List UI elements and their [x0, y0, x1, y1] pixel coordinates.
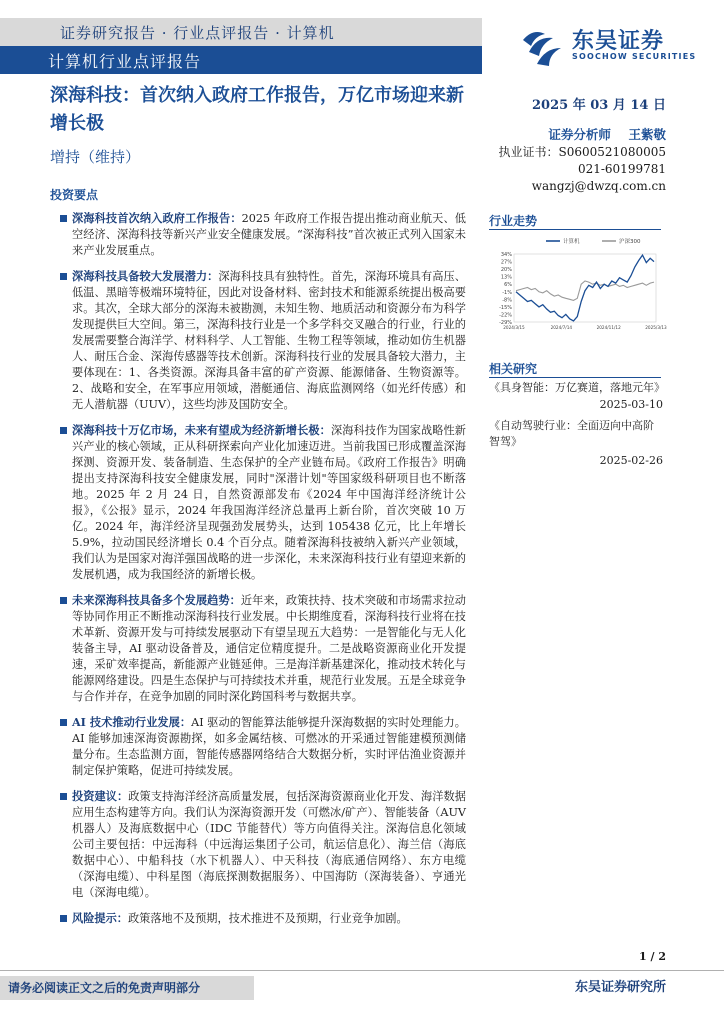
square-bullet-icon	[60, 427, 67, 434]
analyst-name: 王紫敬	[628, 127, 666, 142]
square-bullet-icon	[60, 597, 67, 604]
footer-disclaimer[interactable]: 请务必阅读正文之后的免责声明部分	[8, 981, 201, 995]
footer-institute: 东吴证券研究所	[574, 980, 666, 995]
square-bullet-icon	[60, 915, 67, 922]
section-title: 投资要点	[50, 188, 99, 202]
y-tick-label: -8%	[502, 297, 512, 304]
related-item-2-title[interactable]: 《自动驾驶行业：全面迈向中高阶智驾》	[489, 419, 654, 448]
y-tick-label: 27%	[500, 259, 512, 266]
paragraph-lead: 深海科技十万亿市场，未来有望成为经济新增长极：	[72, 423, 331, 437]
logo-text-en: SOOCHOW SECURITIES	[572, 52, 697, 61]
analyst-info	[486, 126, 666, 195]
report-subtitle: 计算机行业点评报告	[48, 52, 202, 71]
square-bullet-icon	[60, 273, 67, 280]
analyst-name-line	[486, 126, 666, 144]
paragraph-text: 2025 年政府工作报告提出推动商业航天、低空经济、深海科技等新兴产业安全健康发展。“深海科技”首次被正式列入国家未来产业发展重点。	[72, 212, 466, 257]
y-tick-label: -29%	[499, 320, 512, 326]
trend-title: 行业走势	[489, 214, 538, 228]
analyst-phone: 021-60199781	[577, 162, 666, 176]
paragraph-lead: 深海科技首次纳入政府工作报告：	[72, 211, 242, 225]
paragraph-text: 政策落地不及预期，技术推进不及预期，行业竞争加剧。	[127, 912, 408, 925]
report-title: 深海科技：首次纳入政府工作报告，万亿市场迎来新增长极	[50, 85, 464, 134]
highlight-paragraph	[50, 210, 466, 259]
analyst-role: 证券分析师	[548, 127, 611, 142]
soochow-logo-icon	[519, 26, 563, 70]
paragraph-text: 深海科技具有独特性。首先，深海环境具有高压、低温、黑暗等极端环境特征，因此对设备材料、密封技术和能源系统提出极高要求。其次，全球大部分的深海未被勘测，未知生物、地质活动和资源分布为科学发现提供巨大空间。第三，深海科技行业是一个多学科交叉融合的行业，行业的发展需要整合海洋学、材料科学、人工智能、生物工程等领域，推动如仿生机器人、耐压合金、深海传感器等技术创新。深海科技行业的发展具备较大潜力，主要体现在：1、各类资源。深海具备丰富的矿产资源、能源储备、生物资源等。2、战略和安全，在军事应用领域，潜艇通信、海底监测网络（如光纤传感）和无人潜航器（UUV），这些均涉及国防安全。	[72, 270, 466, 411]
x-tick-label: 2024/7/14	[550, 325, 573, 330]
series-line	[516, 255, 654, 321]
square-bullet-icon	[60, 793, 67, 800]
y-tick-label: -15%	[499, 304, 512, 311]
paragraph-text: 近年来，政策扶持、技术突破和市场需求拉动等协同作用正不断推动深海科技行业发展。中长期维度看，深海科技行业将在技术革新、资源开发与可持续发展驱动下有望呈现五大趋势：一是智能化与无人化装备主导，AI 驱动设备普及，通信定位精度提升。二是战略资源商业化开发提速，采矿效率提高，新能源产业链延伸。三是海洋新基建深化，推动技术转化与能源网络建设。四是生态保护与可持续技术并重，规范行业发展。五是全球竞争与合作并存，在竞争加剧的同时深化跨国科考与数据共享。	[72, 594, 466, 703]
report-category: 证券研究报告 · 行业点评报告 · 计算机	[60, 24, 335, 42]
footer-divider	[0, 970, 724, 971]
related-item-2-date: 2025-02-26	[599, 454, 663, 467]
paragraph-lead: 风险提示：	[72, 911, 128, 925]
x-tick-label: 2024/11/12	[596, 325, 621, 330]
highlight-paragraph	[50, 788, 466, 901]
y-tick-label: -1%	[502, 289, 512, 296]
y-tick-label: 34%	[500, 252, 512, 258]
rating: 增持（维持）	[50, 148, 141, 166]
y-tick-label: 13%	[500, 274, 512, 281]
legend-label: 计算机	[563, 239, 580, 245]
logo-text: 东吴证券	[572, 29, 665, 54]
analyst-cert: 执业证书：S0600521080005	[498, 145, 666, 159]
industry-trend-chart	[484, 232, 667, 332]
square-bullet-icon	[60, 719, 67, 726]
highlight-paragraph	[50, 910, 466, 927]
y-tick-label: 20%	[500, 267, 512, 274]
paragraph-lead: 投资建议：	[72, 789, 129, 803]
paragraph-lead: AI 技术推动行业发展：	[72, 715, 192, 729]
highlight-paragraph	[50, 592, 466, 705]
investment-highlights	[50, 210, 466, 936]
trend-divider	[489, 229, 661, 230]
y-tick-label: 6%	[504, 282, 512, 289]
legend-label: 沪深300	[619, 239, 641, 245]
related-item-1-date: 2025-03-10	[599, 398, 663, 411]
related-divider	[489, 377, 661, 378]
analyst-email[interactable]: wangzj@dwzq.com.cn	[531, 179, 666, 193]
paragraph-text: AI 驱动的智能算法能够提升深海数据的实时处理能力。AI 能够加速深海资源勘探，如多金属结核、可燃冰的开采通过智能建模预测储量分布。生态监测方面，智能传感器网络结合大数据分析，实时评估渔业资源并制定保护策略，促进可持续发展。	[72, 716, 466, 777]
paragraph-text: 深海科技作为国家战略性新兴产业的核心领域，正从科研探索向产业化加速迈进。当前我国已形成覆盖深海探测、资源开发、装备制造、生态保护的全产业链布局。《政府工作报告》明确提出支持深海科技安全健康发展，同时"深潜计划"等国家级科研项目也不断落地。2025 年 2 月 24 日，自然资源部发布《2024 年中国海洋经济统计公报》，《公报》显示，2024 年我国海洋经济总量再上新台阶，首次突破 10 万亿。2024 年，海洋经济呈现强劲发展势头，达到 105438 亿元，比上年增长 5.9%，拉动国民经济增长 0.4 个百分点。随着深海科技被纳入新兴产业领域，我们认为是国家对海洋强国战略的进一步深化，未来深海科技行业有望迎来新的发展机遇，成为我国经济的新增长极。	[72, 424, 466, 581]
page-number: 1 / 2	[639, 950, 666, 963]
x-tick-label: 2024/3/15	[503, 325, 525, 330]
report-date: 2025 年 03 月 14 日	[532, 98, 666, 113]
highlight-paragraph	[50, 714, 466, 779]
highlight-paragraph	[50, 268, 466, 413]
highlight-paragraph	[50, 422, 466, 583]
x-tick-label: 2025/3/13	[645, 325, 667, 330]
paragraph-lead: 未来深海科技具备多个发展趋势：	[72, 593, 241, 607]
paragraph-text: 政策支持海洋经济高质量发展，包括深海资源商业化开发、海洋数据应用生态构建等方向。我们认为深海资源开发（可燃冰/矿产）、智能装备（AUV 机器人）及海底数据中心（IDC 节能替代）等方向值得关注。深海信息化领域公司主要包括：中远海科（中远海运集团子公司，航运信息化）、海兰信（海底数据中心）、中船科技（水下机器人）、中天科技（海底通信网络）、东方电缆（深海电缆）、中科星图（海底探测数据服务）、中国海防（深海装备）、亨通光电（深海电缆）。	[72, 790, 466, 899]
paragraph-lead: 深海科技具备较大发展潜力：	[72, 269, 219, 283]
y-tick-label: -22%	[499, 312, 512, 319]
related-item-1-title[interactable]: 《具身智能：万亿赛道，落地元年》	[489, 381, 665, 394]
square-bullet-icon	[60, 215, 67, 222]
related-title: 相关研究	[489, 362, 538, 376]
